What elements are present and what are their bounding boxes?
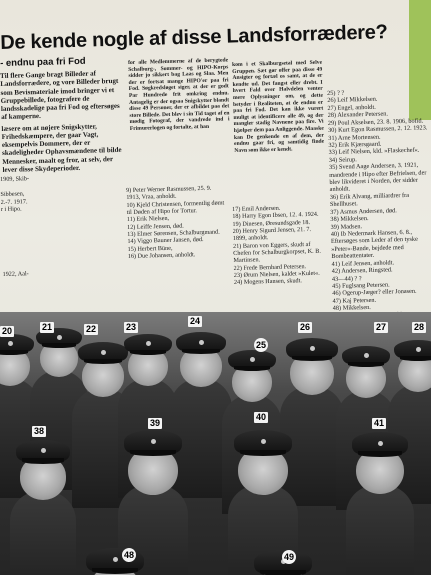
headline: De kende nogle af disse Landsforrædere? (0, 21, 388, 54)
cap-visor (358, 451, 402, 457)
list-item: 47) Kaj Petersen. (332, 296, 377, 305)
photo-number-label: 25 (255, 340, 266, 350)
list-item: r i Hipo. (0, 205, 22, 213)
cap-visor (234, 366, 270, 371)
cap-visor (22, 458, 64, 464)
cap-visor (182, 349, 220, 354)
name-list-column-4 (327, 87, 431, 320)
list-item: 25) ? ? (327, 89, 345, 97)
list-item: 30) Kurt Egon Rasmussen, 2. 12. 1923. (327, 124, 428, 135)
list-item: 20) Henry Sigurd Jensen, 21. 7. 1899, anholdt. (232, 225, 312, 243)
list-item: 33) Leif Nielsen, kld. »Flaskechef«. (328, 146, 420, 157)
cap-visor (130, 350, 166, 355)
list-item: 46) Ogerup-Jæger? eller Jonasen. (332, 288, 417, 298)
cap-badge-icon (261, 439, 266, 444)
photo-number-label: 24 (190, 316, 201, 326)
photo-number-label: 26 (300, 322, 311, 332)
uniform (346, 485, 414, 575)
list-item: 22) Frede Bernhard Petersen. (233, 262, 307, 272)
list-item: 43—44) ? ? (331, 274, 362, 283)
name-list-column-3 (232, 204, 324, 287)
list-item: 1909, Skib- (0, 175, 30, 183)
name-list-column-1 (0, 173, 126, 279)
cap-visor (292, 356, 332, 361)
photo-number-label: 27 (376, 322, 387, 332)
photo-number-label: 40 (256, 412, 267, 422)
list-item: 41) Leif Jensen, anholdt. (331, 259, 395, 268)
photo-number-label: 21 (42, 322, 53, 332)
cap-visor (260, 570, 306, 575)
cap-badge-icon (151, 439, 156, 444)
list-item: 15) Herbert Büne, (127, 244, 173, 253)
photo-number-label: 38 (34, 426, 45, 436)
group-photo (0, 312, 431, 575)
photo-number-label: 49 (283, 552, 294, 562)
cap-visor (92, 568, 138, 574)
list-item: 16) Due Johansen, anholdt. (127, 251, 196, 260)
list-item: 40) Ib Nedermark Hansen, 6. 8., Eftersøges som Leder af den tyske »Peter«-Bande, bejdede med Bombeattentater. (330, 228, 418, 261)
list-item: 27) Engel, anholdt. (327, 103, 376, 112)
photo-number-label: 28 (414, 322, 425, 332)
list-item: 2.-7. 1917. (0, 197, 28, 206)
article-column-3: kom i et Skalburgsetal med Selve Gruppen. Sæt gør offer paa disse 49 Ansigter og fortæl os samt, at de er kendte ud. Det fangst eller drebt. I hvert Fald over Halvdelen venter mere Oplysninger om, og dette betyder i Realiteten, at de endnu er paa fri Fod. Det kan ikke vurert muligt at identificere alle 49, og der mangler stadig Navnene paa fire. Vi hjælper dem paa Anliggende. Maaske kan De genkende en af dem, der endnu gaar fri, og samtidig finde Navn som ikke er kendt. (232, 59, 325, 154)
list-item: Sibbesen, (0, 190, 25, 199)
cap-badge-icon (101, 350, 106, 355)
cap-badge-icon (199, 340, 204, 345)
list-item: 13) Elmer Sørensen, Schalburgmand. (127, 228, 220, 238)
list-item: 12) Leiffe Jensen, død. (126, 222, 184, 231)
list-item: 32) Erik Kjærsgaard. (328, 140, 382, 149)
list-item: 23) Ørum Nielsen, kaldet »Kulet«. (233, 269, 320, 279)
photo-number-label: 39 (150, 418, 161, 428)
list-item: 11) Erik Nielsen, (126, 215, 170, 224)
list-item: 28) Alexander Petersen. (327, 110, 389, 120)
list-item: 24) Mogens Hansen, skudt. (233, 277, 302, 287)
list-item: 26) Leif Mikkelsen. (327, 96, 378, 105)
list-item: 21) Baron von Eggers, skudt af Chefen for Schalburgkorpset, K. B. Martinsen. (232, 240, 322, 265)
cap-visor (42, 343, 76, 348)
list-item: 14) Viggo Bauner Jansen, død. (127, 236, 204, 246)
list-item: 36) Erik Alvang, milliardrer fra Shellhuset. (329, 191, 410, 209)
list-item: 34) Seirup. (328, 156, 357, 164)
list-item: 35) Svend Aage Andersen, 3. 1921, mandrende i Hipo efter Befrielsen, der blev likvideret i Norden, der sidder anholdt. (328, 161, 427, 194)
list-item: 10) Kjeld Christensen, formentlig dømt til Døden af Hipo for Tortur. (126, 199, 225, 216)
name-list-column-2 (126, 184, 228, 260)
cap-visor (130, 450, 176, 456)
cap-visor (240, 450, 286, 456)
uniform (10, 491, 76, 575)
photo-number-label: 22 (86, 324, 97, 334)
list-item: 45) Fuglsang Petersen. (332, 281, 390, 290)
list-item: 31) Arne Mortensen. (328, 133, 381, 142)
subheadline: - endnu paa fri Fod (0, 55, 86, 69)
cap-visor (348, 362, 384, 367)
cap-badge-icon (57, 335, 62, 340)
list-item: 48) Mikkelsen. (332, 304, 371, 313)
intro-paragraph: Til flere Gange bragt Billeder af Landsforrædere, og vore Billeder brugt som Bevismateriale imod bringer vi et Gruppebillede, fotografere de landsskadelige paa fri Fod og eftersøges af kamperne. (0, 69, 120, 122)
cap-badge-icon (113, 557, 118, 562)
cap-visor (84, 359, 122, 364)
article-column-2: for alle Medlemmerne af de berygtede Schalburg-, Sommer- og HIPO-Korps sidder jo sikkert bag Laas og Slaa. Men der er fortsat mange HIPO'er paa fri Fod. Søgkredsløget siger, at der er godt Par Hundrede frit omkring endnu. Antagelig er der ogsaa Snigskytter blandt disse 49 Personer, der er afbildet paa det store Billede. Det blev i sin Tid taget af en mødig Fotograf, der vandrede ind i Frimurerlogen og fortalte, at han (128, 57, 230, 132)
list-item: 38) Mikkelsen. (330, 215, 369, 224)
photo-number-label: 41 (374, 418, 385, 428)
list-item: 17) Emil Andersen. (232, 204, 281, 213)
list-item: 39) Madsen. (330, 222, 363, 231)
photo-number-label: 48 (123, 550, 134, 560)
list-item: 18) Harry Egon Ibsen, 12. 4. 1924. (232, 211, 319, 221)
photo-number-label: 23 (126, 322, 137, 332)
cap-badge-icon (310, 346, 315, 351)
list-item: 9) Peter Werner Rasmussen, 25. 9. 1913, Vraa, anholdt. (126, 184, 212, 202)
photo-number-label: 20 (2, 326, 13, 336)
intro-column (0, 69, 126, 177)
list-item: 29) Poul Akselsen, 23. 8. 1906, bofid. (327, 117, 424, 127)
cap-visor (400, 356, 431, 361)
list-item: 1922, Aal- (2, 270, 29, 279)
intro-paragraph: læsere om at nøjere Snigskytter, Frihedskæmpere, der gaar Vagt, eksempelvis Dommere, der er skadeligheder Ophavsmændene til bilde Mennesker, maalt og fror, at selv, der lever disse Skydeperioder. (1, 121, 122, 174)
list-item: 37) Asmus Andersen, død. (330, 206, 397, 216)
cap-badge-icon (378, 441, 383, 446)
list-item: 42) Andersen, Ringsted. (331, 266, 393, 276)
list-item: 19) Dinesen, Øresundsgade 18. (232, 218, 311, 228)
cap-visor (0, 350, 28, 355)
